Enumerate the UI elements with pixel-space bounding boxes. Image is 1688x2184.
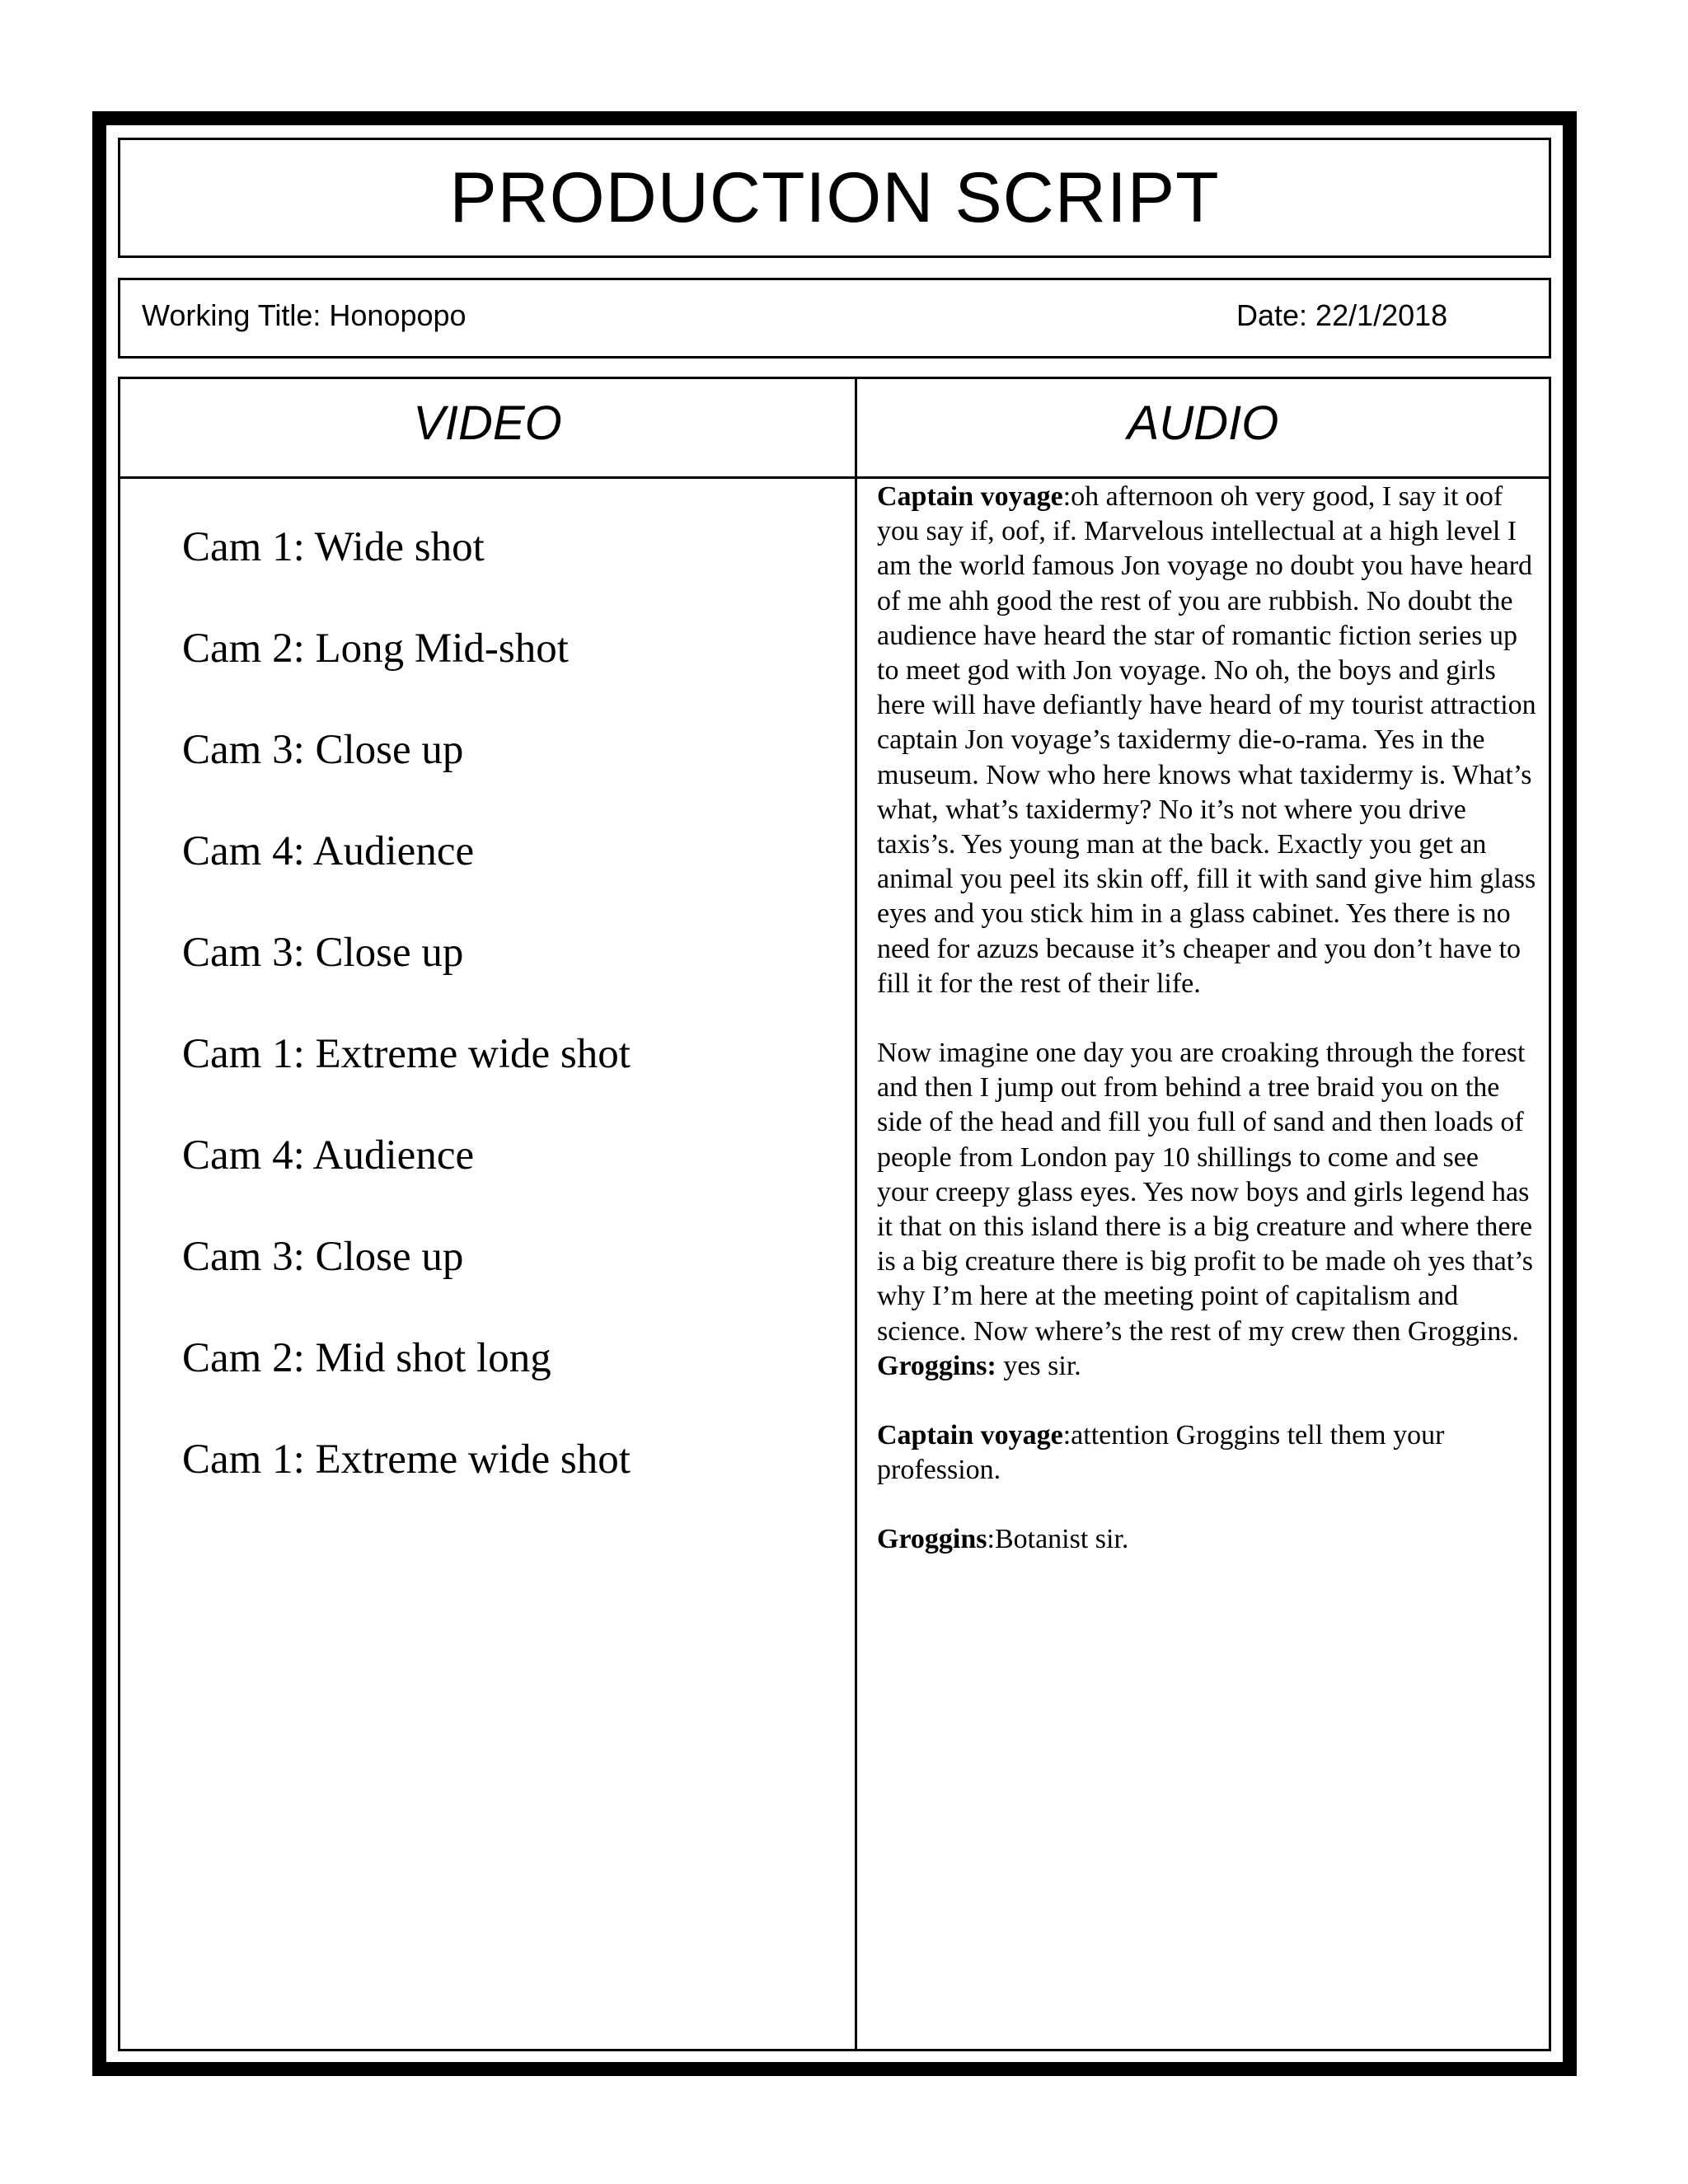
date: Date: 22/1/2018 xyxy=(1236,298,1448,332)
page-title: PRODUCTION SCRIPT xyxy=(449,158,1220,237)
shot-item: Cam 4: Audience xyxy=(182,828,475,874)
shot-item: Cam 2: Long Mid-shot xyxy=(182,626,569,672)
script-table xyxy=(118,377,1551,2051)
audio-dialogue xyxy=(877,480,1536,1558)
dialogue-paragraph xyxy=(877,1418,1536,1488)
shot-item: Cam 2: Mid shot long xyxy=(182,1335,551,1381)
video-column-header: VIDEO xyxy=(413,396,562,450)
header-divider xyxy=(120,476,1549,479)
dialogue-text: Now imagine one day you are croaking through the forest and then I jump out from behind a tree braid you on the side of the head and fill you full of sand and then loads of people from London pay 10 shillings to come and see your creepy glass eyes. Yes now boys and girls legend has it that on this island there is a big creature and where there is a big creature there is big profit to be made oh yes that’s why I’m here at the meeting point of capitalism and science. Now where’s the rest of my crew then Groggins. xyxy=(877,1038,1533,1347)
working-title: Working Title: Honopopo xyxy=(142,298,467,332)
shot-item: Cam 3: Close up xyxy=(182,727,464,773)
shot-item: Cam 1: Wide shot xyxy=(182,524,485,570)
shot-item: Cam 1: Extreme wide shot xyxy=(182,1031,631,1077)
dialogue-paragraph xyxy=(877,480,1536,1001)
title-box xyxy=(118,138,1551,258)
audio-column-header: AUDIO xyxy=(1127,396,1279,450)
dialogue-text: yes sir. xyxy=(996,1350,1081,1381)
shot-item: Cam 3: Close up xyxy=(182,1234,464,1280)
speaker-name: Captain voyage xyxy=(877,1420,1063,1451)
video-shot-list xyxy=(182,524,631,1540)
speaker-name: Captain voyage xyxy=(877,481,1063,512)
shot-item: Cam 4: Audience xyxy=(182,1132,475,1179)
column-divider xyxy=(855,379,857,2049)
dialogue-text: :attention Groggins tell them your profession. xyxy=(877,1420,1445,1486)
dialogue-text: :Botanist sir. xyxy=(987,1524,1129,1555)
shot-item: Cam 1: Extreme wide shot xyxy=(182,1436,631,1483)
shot-item: Cam 3: Close up xyxy=(182,930,464,976)
info-box xyxy=(118,278,1551,359)
dialogue-paragraph xyxy=(877,1349,1536,1384)
dialogue-text: :oh afternoon oh very good, I say it oof you say if, oof, if. Marvelous intellectual at a high level I am the world famous Jon voyage no doubt you have heard of me ahh good the rest of you are rubbish. No doubt the audience have heard the star of romantic fiction series up to meet god with Jon voyage. No oh, the boys and girls here will have defiantly have heard of my tourist attraction captain Jon voyage’s taxidermy die-o-rama. Yes in the museum. Now who here knows what taxidermy is. What’s what, what’s taxidermy? No it’s not where you drive taxis’s. Yes young man at the back. Exactly you get an animal you peel its skin off, fill it with sand give him glass eyes and you stick him in a glass cabinet. Yes there is no need for azuzs because it’s cheaper and you don’t have to fill it for the rest of their life. xyxy=(877,481,1536,999)
speaker-name: Groggins: xyxy=(877,1350,996,1381)
dialogue-paragraph xyxy=(877,1522,1536,1557)
speaker-name: Groggins xyxy=(877,1524,987,1555)
dialogue-paragraph xyxy=(877,1036,1536,1349)
